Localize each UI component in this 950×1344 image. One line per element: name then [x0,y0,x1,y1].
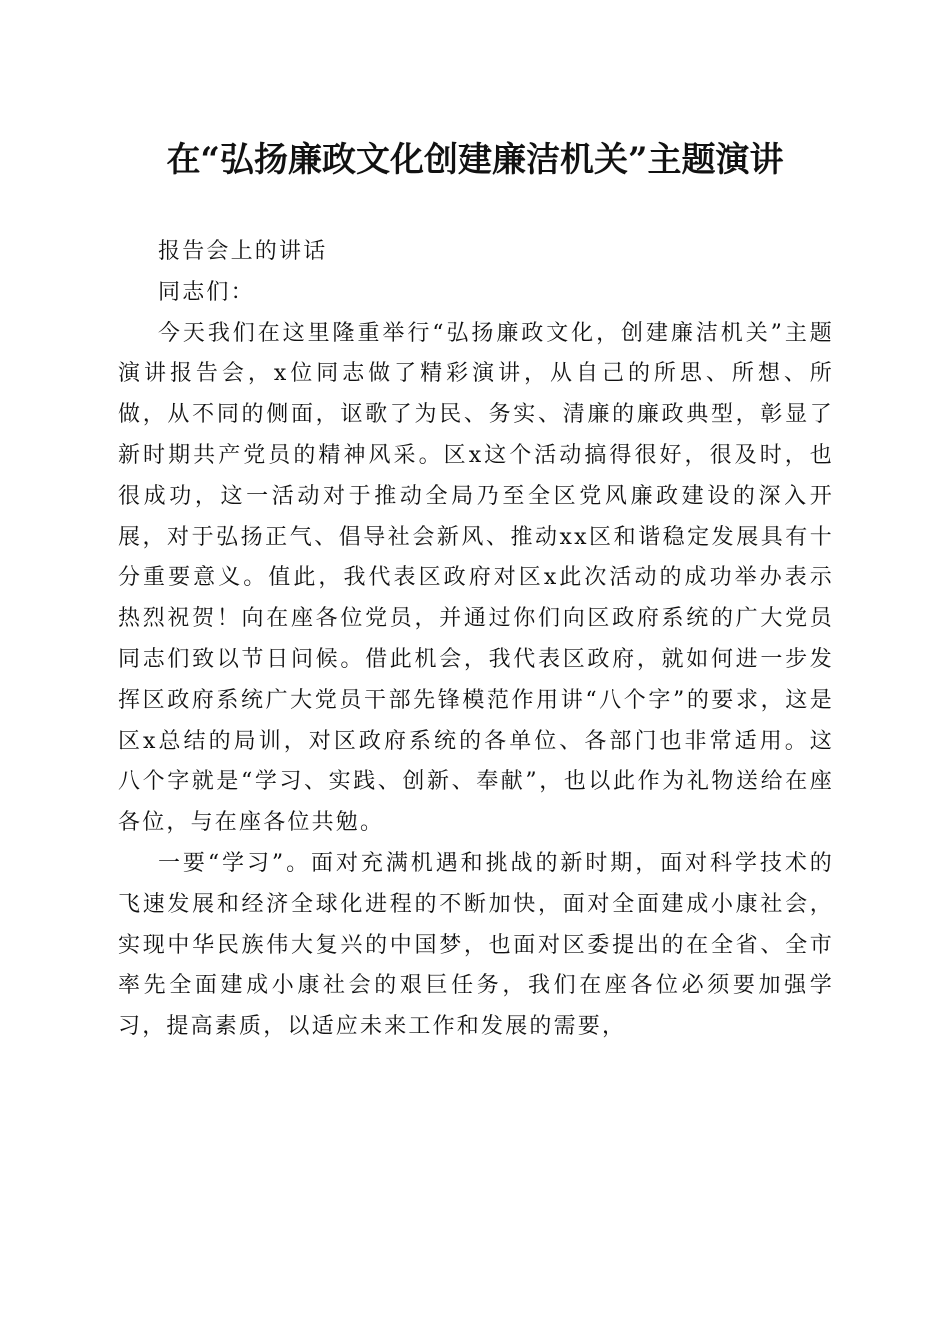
document-body [118,232,834,1048]
document-subtitle: 报告会上的讲话 [158,239,328,264]
document-title: 在“弘扬廉政文化创建廉洁机关”主题演讲 [166,140,784,180]
paragraph-1: 今天我们在这里隆重举行“弘扬廉政文化，创建廉洁机关”主题演讲报告会，x位同志做了精彩演讲，从自己的所思、所想、所做，从不同的侧面，讴歌了为民、务实、清廉的廉政典型，彰显了新时期共产党员的精神风采。区x这个活动搞得很好，很及时，也很成功，这一活动对于推动全局乃至全区党风廉政建设的深入开展，对于弘扬正气、倡导社会新风、推动xx区和谐稳定发展具有十分重要意义。值此，我代表区政府对区x此次活动的成功举办表示热烈祝贺！向在座各位党员，并通过你们向区政府系统的广大党员同志们致以节日问候。借此机会，我代表区政府，就如何进一步发挥区政府系统广大党员干部先锋模范作用讲“八个字”的要求，这是区x总结的局训，对区政府系统的各单位、各部门也非常适用。这八个字就是“学习、实践、创新、奉献”，也以此作为礼物送给在座各位，与在座各位共勉。 [118,320,834,836]
salutation: 同志们： [158,279,255,305]
paragraph-2: 一要“学习”。面对充满机遇和挑战的新时期，面对科学技术的飞速发展和经济全球化进程的不断加快，面对全面建成小康社会，实现中华民族伟大复兴的中国梦，也面对区委提出的在全省、全市率先全面建成小康社会的艰巨任务，我们在座各位必须要加强学习，提高素质，以适应未来工作和发展的需要， [118,850,834,1040]
